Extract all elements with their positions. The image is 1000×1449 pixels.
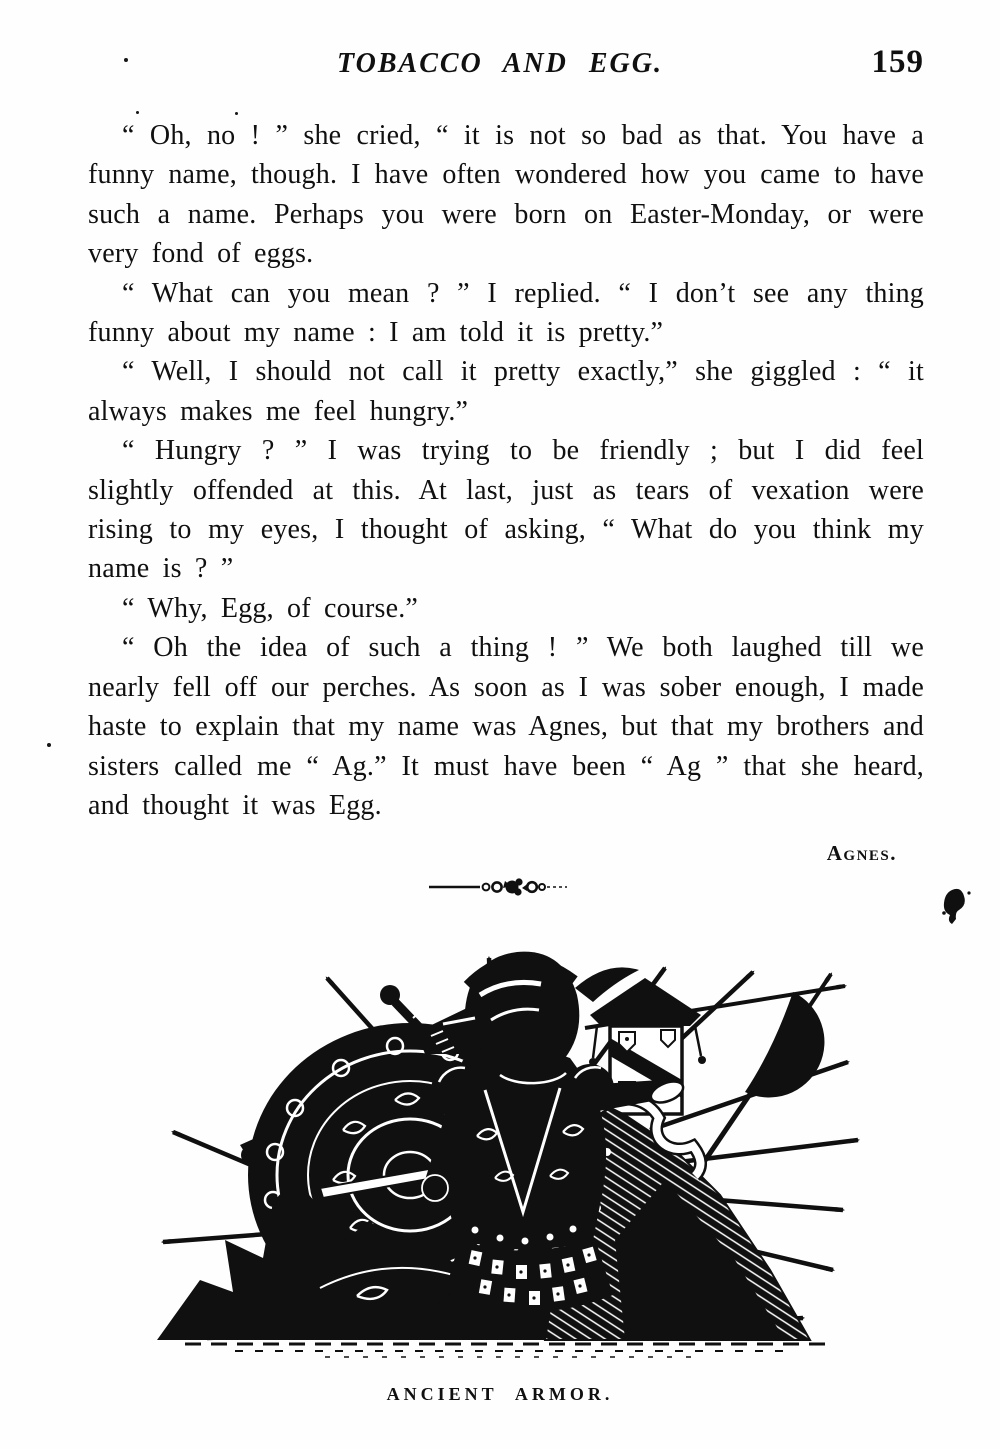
ancient-armor-illustration [145, 940, 885, 1360]
illustration-caption: ANCIENT ARMOR. [386, 1384, 614, 1404]
ground-hatch-icon [185, 1344, 825, 1357]
divider-ornament-icon [428, 876, 568, 898]
paragraph: “ Oh, no ! ” she cried, “ it is not so bad as that. You have a funny name, though. I have often wondered how you came to have such a name. Perhaps you were born on Easter-Monday, or were very fond of eggs. [88, 120, 924, 270]
body-text [88, 116, 924, 825]
running-head-title: TOBACCO AND EGG. [337, 48, 663, 79]
scan-speck [136, 111, 139, 114]
ink-blot-mark [940, 886, 974, 930]
paragraph: “ What can you mean ? ” I replied. “ I don’t see any thing funny about my name : I am told it is pretty.” [88, 277, 924, 349]
paragraph: “ Hungry ? ” I was trying to be friendly ; but I did feel slightly offended at this. At last, just as tears of vexation were rising to my eyes, I thought of asking, “ What do you think my name is ? ” [88, 435, 924, 585]
paragraph: “ Well, I should not call it pretty exactly,” she giggled : “ it always makes me feel hungry.” [88, 356, 924, 427]
scan-speck [47, 743, 51, 747]
paragraph: “ Why, Egg, of course.” [122, 592, 419, 624]
page-number: 159 [871, 44, 924, 80]
helmet-icon [417, 952, 579, 1064]
scan-speck [235, 112, 238, 115]
author-signature: Agnes. [826, 841, 897, 865]
paragraph: “ Oh the idea of such a thing ! ” We both laughed till we nearly fell off our perches. As soon as I was sober enough, I made haste to explain that my name was Agnes, but that my brothers and sisters called me “ Ag.” It must have been “ Ag ” that she heard, and thought it was Egg. [88, 632, 924, 821]
scan-speck [124, 58, 128, 62]
